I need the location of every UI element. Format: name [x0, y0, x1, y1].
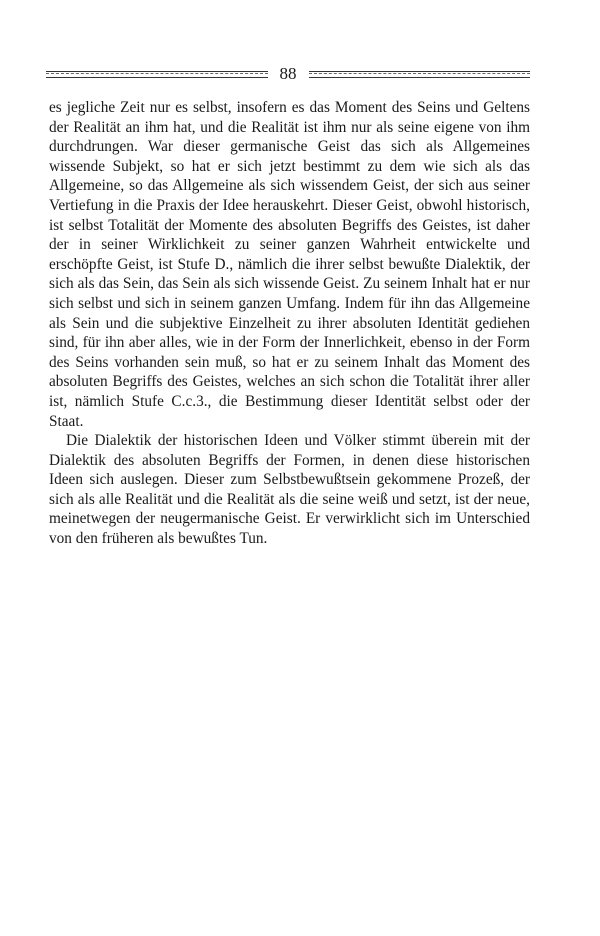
header-rule-right [309, 71, 531, 78]
header-rule-left [46, 71, 268, 78]
page-number: 88 [279, 64, 297, 83]
body-text [49, 98, 530, 549]
paragraph-2: Die Dialektik der historischen Ideen und Völker stimmt überein mit der Dialektik des absoluten Begriffs der Formen, in denen diese historischen Ideen sich auslegen. Dieser zum Selbstbewußtsein gekommene Prozeß, der sich als alle Realität und die Realität als die seine weiß und setzt, ist der neue, meinetwegen der neugermanische Geist. Er verwirklicht sich im Unterschied von den früheren als bewußtes Tun. [49, 432, 530, 548]
page-header [46, 62, 530, 86]
paragraph-1: es jegliche Zeit nur es selbst, insofern es das Moment des Seins und Geltens der Realität an ihm hat, und die Realität ist ihm nur als seine eigene von ihm durchdrungen. War dieser germanische Geist das sich als Allgemeines wissende Subjekt, so hat er sich jetzt bestimmt zu dem wie sich als das Allgemeine, so das Allgemeine als sich wissendem Geist, der sich aus seiner Vertiefung in die Praxis der Idee herauskehrt. Dieser Geist, obwohl historisch, ist selbst Totalität der Momente des absoluten Begriffs des Geistes, ist daher der in seiner Wirklichkeit zu seiner ganzen Wahrheit entwickelte und erschöpfte Geist, ist Stufe D., nämlich die ihrer selbst bewußte Dialektik, der sich als das Sein, das Sein als sich wissende Geist. Zu seinem Inhalt hat er nur sich selbst und sich in seinem ganzen Umfang. Indem für ihn das Allgemeine als Sein und die subjektive Einzelheit zu ihrer absoluten Identität gediehen sind, für ihn aber alles, wie in der Form der Innerlichkeit, ebenso in der Form des Seins vorhanden sein muß, so hat er zu seinem Inhalt das Moment des absoluten Begriffs des Geistes, welches an sich schon die Totalität ihrer aller ist, nämlich Stufe C.c.3., die Bestimmung dieser Identität selbst oder der Staat. [49, 99, 530, 430]
